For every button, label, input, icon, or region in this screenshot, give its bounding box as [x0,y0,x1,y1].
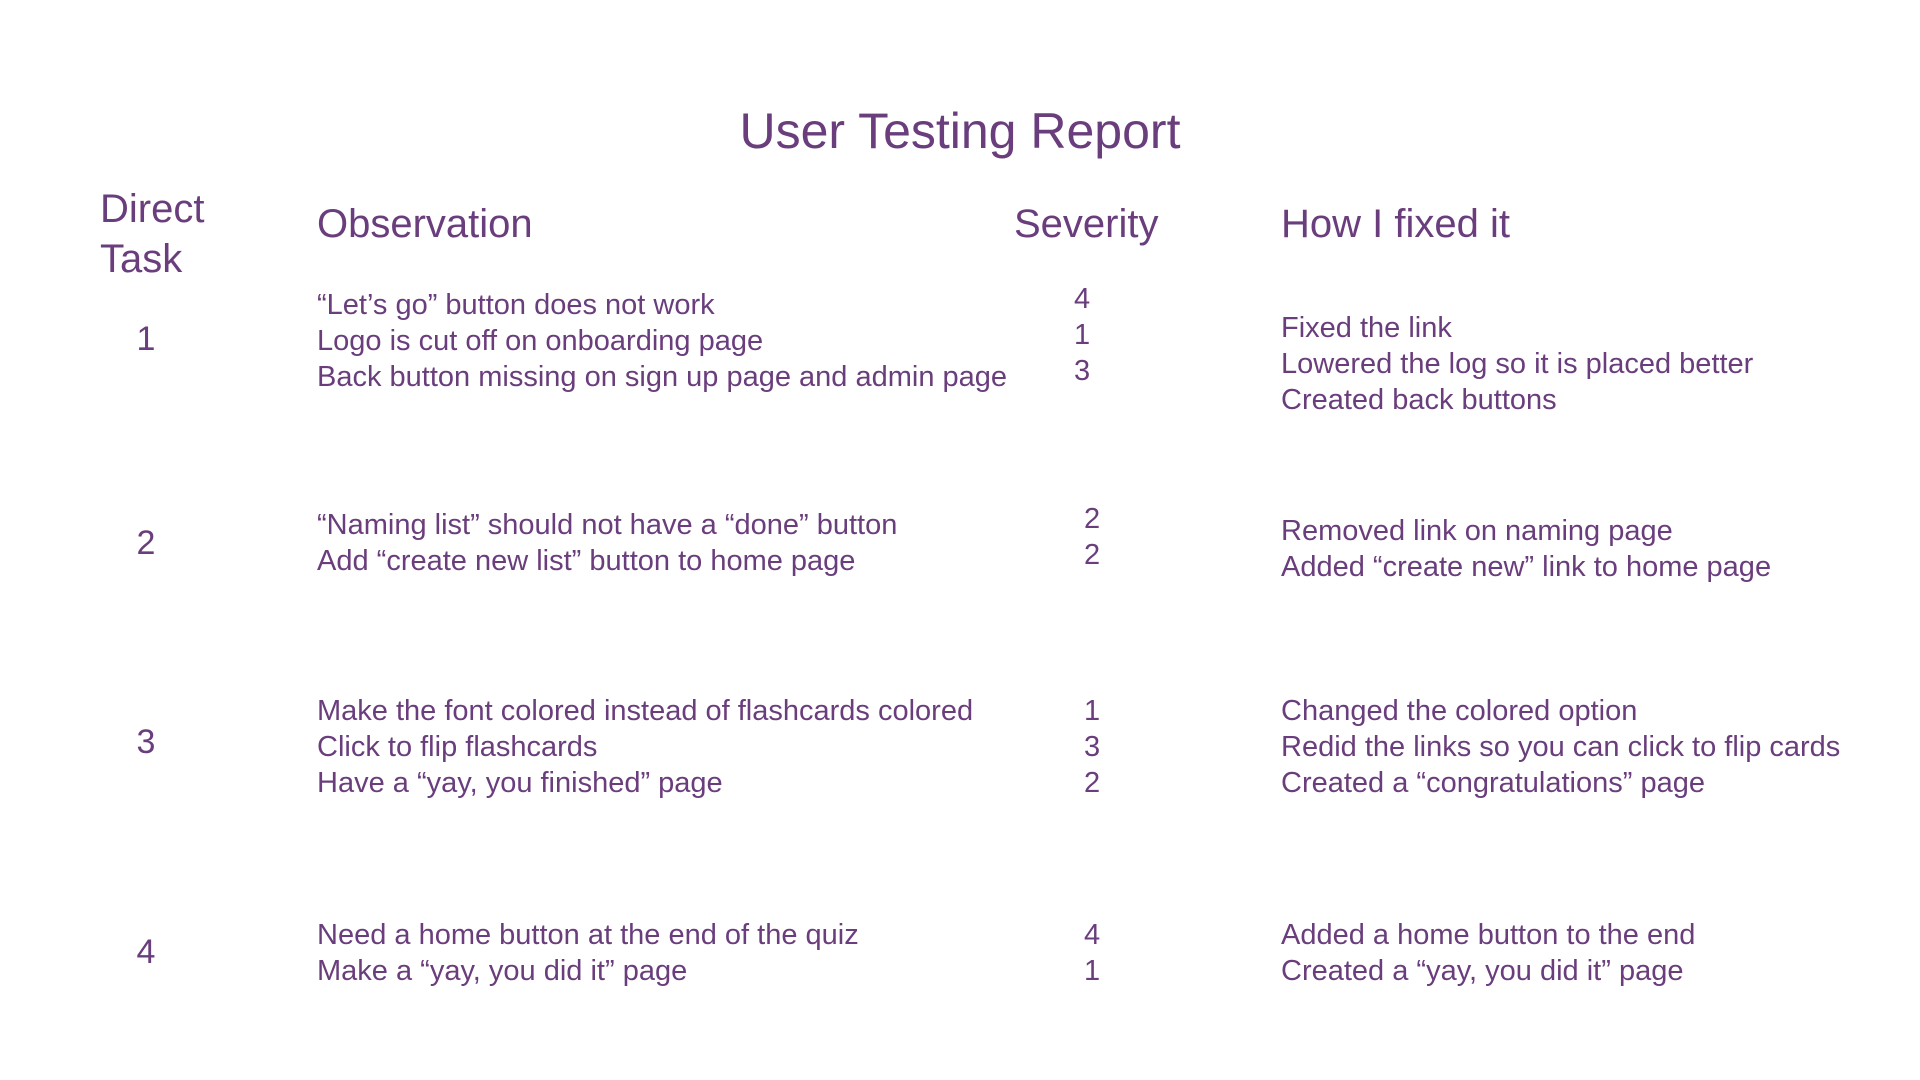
header-severity: Severity [1014,202,1159,246]
fix-list [1281,917,1695,989]
fix-list [1281,693,1840,801]
fix-item: Added a home button to the end [1281,919,1696,951]
fix-item: Added “create new” link to home page [1281,551,1772,583]
severity-value: 2 [1084,539,1101,571]
task-number: 1 [136,320,156,358]
severity-list [1084,501,1100,573]
severity-list [1084,693,1100,801]
severity-list [1074,281,1090,389]
observation-list [317,693,973,801]
fix-item: Removed link on naming page [1281,515,1673,547]
severity-value: 1 [1084,695,1101,727]
fix-item: Fixed the link [1281,312,1452,344]
report-title: User Testing Report [739,103,1181,159]
observation-list [317,507,897,579]
fix-item: Created back buttons [1281,384,1557,416]
fix-list [1281,513,1771,585]
observation-item: Back button missing on sign up page and admin page [317,361,1008,393]
observation-item: Click to flip flashcards [317,731,598,763]
fix-item: Changed the colored option [1281,695,1638,727]
task-number: 4 [136,933,156,971]
header-fix: How I fixed it [1281,202,1510,246]
severity-value: 2 [1084,503,1101,535]
observation-item: Need a home button at the end of the quiz [317,919,859,951]
severity-value: 3 [1084,731,1101,763]
severity-value: 1 [1084,955,1101,987]
observation-item: Make the font colored instead of flashcards colored [317,695,974,727]
observation-list [317,287,1007,395]
header-direct-task-line1: Direct [100,187,205,231]
severity-value: 3 [1074,355,1091,387]
fix-item: Created a “yay, you did it” page [1281,955,1684,987]
severity-value: 2 [1084,767,1101,799]
fix-item: Redid the links so you can click to flip cards [1281,731,1841,763]
severity-value: 4 [1074,283,1091,315]
observation-item: Have a “yay, you finished” page [317,767,723,799]
header-direct-task-line2: Task [100,237,183,281]
observation-list [317,917,859,989]
task-number: 2 [136,524,156,562]
observation-item: Logo is cut off on onboarding page [317,325,764,357]
severity-value: 4 [1084,919,1101,951]
header-direct-task [100,184,260,284]
observation-item: “Naming list” should not have a “done” button [317,509,898,541]
task-number: 3 [136,723,156,761]
observation-item: Make a “yay, you did it” page [317,955,688,987]
header-observation: Observation [317,202,533,246]
fix-item: Lowered the log so it is placed better [1281,348,1754,380]
severity-list [1084,917,1100,989]
severity-value: 1 [1074,319,1091,351]
observation-item: “Let’s go” button does not work [317,289,715,321]
observation-item: Add “create new list” button to home page [317,545,856,577]
fix-list [1281,310,1753,418]
fix-item: Created a “congratulations” page [1281,767,1705,799]
